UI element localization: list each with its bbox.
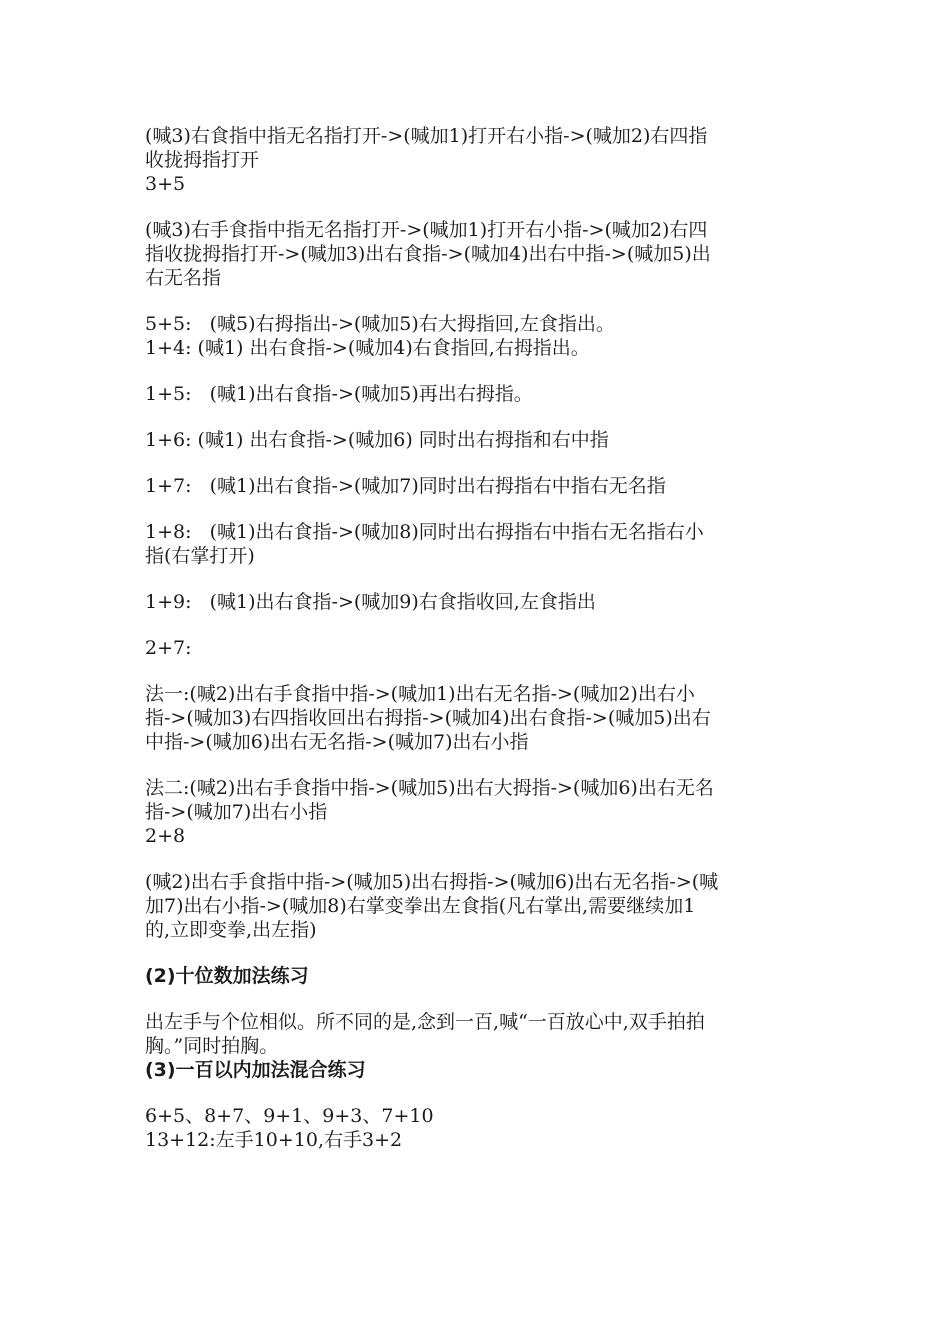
text-line: 胸。”同时拍胸。 [145, 1035, 279, 1057]
text-line: 1+6: (喊1) 出右食指->(喊加6) 同时出右拇指和右中指 [145, 429, 609, 451]
text-line: 6+5、8+7、9+1、9+3、7+10 [145, 1105, 434, 1127]
text-line: 5+5: (喊5)右拇指出->(喊加5)右大拇指回,左食指出。 [145, 313, 615, 335]
section-heading: (3)一百以内加法混合练习 [145, 1059, 366, 1081]
text-line: 指收拢拇指打开->(喊加3)出右食指->(喊加4)出右中指->(喊加5)出 [145, 243, 711, 265]
text-line: 出左手与个位相似。所不同的是,念到一百,喊“一百放心中,双手拍拍 [145, 1011, 705, 1033]
text-line: 1+7: (喊1)出右食指->(喊加7)同时出右拇指右中指右无名指 [145, 475, 666, 497]
text-line: (喊3)右食指中指无名指打开->(喊加1)打开右小指->(喊加2)右四指 [145, 125, 708, 147]
text-line: 13+12:左手10+10,右手3+2 [145, 1129, 403, 1151]
text-line: 1+5: (喊1)出右食指->(喊加5)再出右拇指。 [145, 383, 533, 405]
text-line: 2+7: [145, 637, 192, 659]
document-body [145, 124, 810, 1152]
text-line: 法二:(喊2)出右手食指中指->(喊加5)出右大拇指->(喊加6)出右无名 [145, 777, 714, 799]
section-heading: (2)十位数加法练习 [145, 965, 309, 987]
text-line: (喊2)出右手食指中指->(喊加5)出右拇指->(喊加6)出右无名指->(喊 [145, 871, 719, 893]
text-line: 指->(喊加3)右四指收回出右拇指->(喊加4)出右食指->(喊加5)出右 [145, 707, 711, 729]
text-line: 收拢拇指打开 [145, 149, 260, 171]
text-line: 2+8 [145, 825, 186, 847]
text-line: 加7)出右小指->(喊加8)右掌变拳出左食指(凡右掌出,需要继续加1 [145, 895, 696, 917]
text-line: 1+8: (喊1)出右食指->(喊加8)同时出右拇指右中指右无名指右小 [145, 521, 704, 543]
text-line: (喊3)右手食指中指无名指打开->(喊加1)打开右小指->(喊加2)右四 [145, 219, 708, 241]
text-line: 3+5 [145, 173, 186, 195]
text-line: 右无名指 [145, 267, 222, 289]
text-line: 法一:(喊2)出右手食指中指->(喊加1)出右无名指->(喊加2)出右小 [145, 683, 695, 705]
text-line: 中指->(喊加6)出右无名指->(喊加7)出右小指 [145, 731, 529, 753]
text-line: 指->(喊加7)出右小指 [145, 801, 328, 823]
text-line: 1+9: (喊1)出右食指->(喊加9)右食指收回,左食指出 [145, 591, 596, 613]
text-line: 1+4: (喊1) 出右食指->(喊加4)右食指回,右拇指出。 [145, 337, 590, 359]
text-line: 指(右掌打开) [145, 545, 255, 567]
text-line: 的,立即变拳,出左指) [145, 919, 317, 941]
